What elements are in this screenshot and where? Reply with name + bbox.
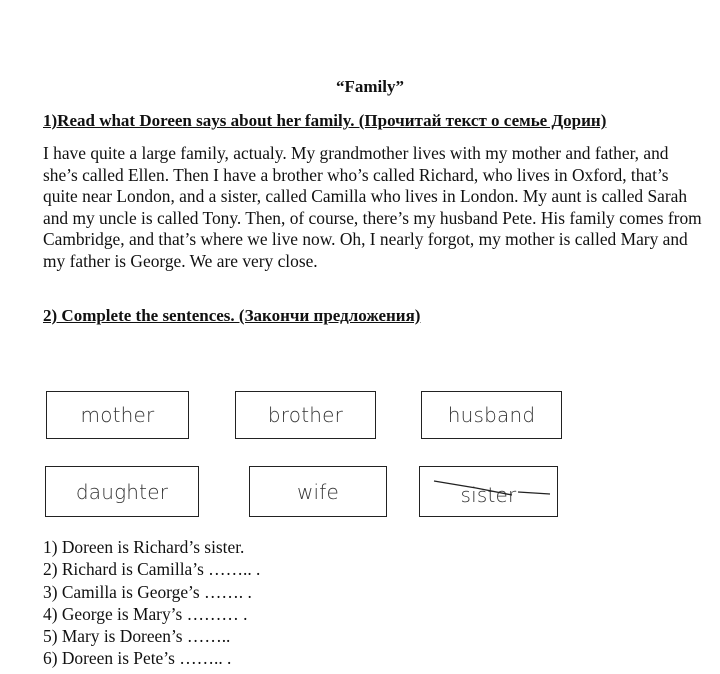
sentence-1: 1) Doreen is Richard’s sister. xyxy=(43,537,245,557)
word-box-sister-label: sister xyxy=(460,482,517,507)
reading-paragraph: I have quite a large family, actualy. My grandmother lives with my mother and father, and she’s called Ellen. Then I have a brother who’s called Richard, who lives in Oxford, that’s quite near London, and a sister, called Camilla who lives in London. My aunt is called Sarah and my uncle is called Tony. Then, of course, there’s my husband Pete. His family comes from Cambridge, and that’s where we live now. Oh, I nearly forgot, my mother is called Mary and my father is George. We are very close. xyxy=(43,143,702,271)
worksheet-title: “Family” xyxy=(336,77,404,96)
word-box-sister xyxy=(419,466,558,517)
word-box-wife: wife xyxy=(249,466,387,517)
word-box-daughter: daughter xyxy=(45,466,199,517)
word-box-mother: mother xyxy=(46,391,189,439)
sentence-6: 6) Doreen is Pete’s …….. . xyxy=(43,648,232,669)
word-box-brother: brother xyxy=(235,391,376,439)
word-box-husband: husband xyxy=(421,391,562,439)
task2-heading: 2) Complete the sentences. (Закончи предложения) xyxy=(43,306,421,325)
sentence-2: 2) Richard is Camilla’s …….. . xyxy=(43,559,261,580)
strikethrough-mark xyxy=(432,478,552,498)
sentence-4: 4) George is Mary’s ……… . xyxy=(43,603,248,624)
sentence-5: 5) Mary is Doreen’s …….. xyxy=(43,626,231,647)
sentence-3: 3) Camilla is George’s ……. . xyxy=(43,581,252,602)
task1-heading: 1)Read what Doreen says about her family. (Прочитай текст о семье Дорин) xyxy=(43,111,607,130)
sentence-list xyxy=(43,536,260,670)
